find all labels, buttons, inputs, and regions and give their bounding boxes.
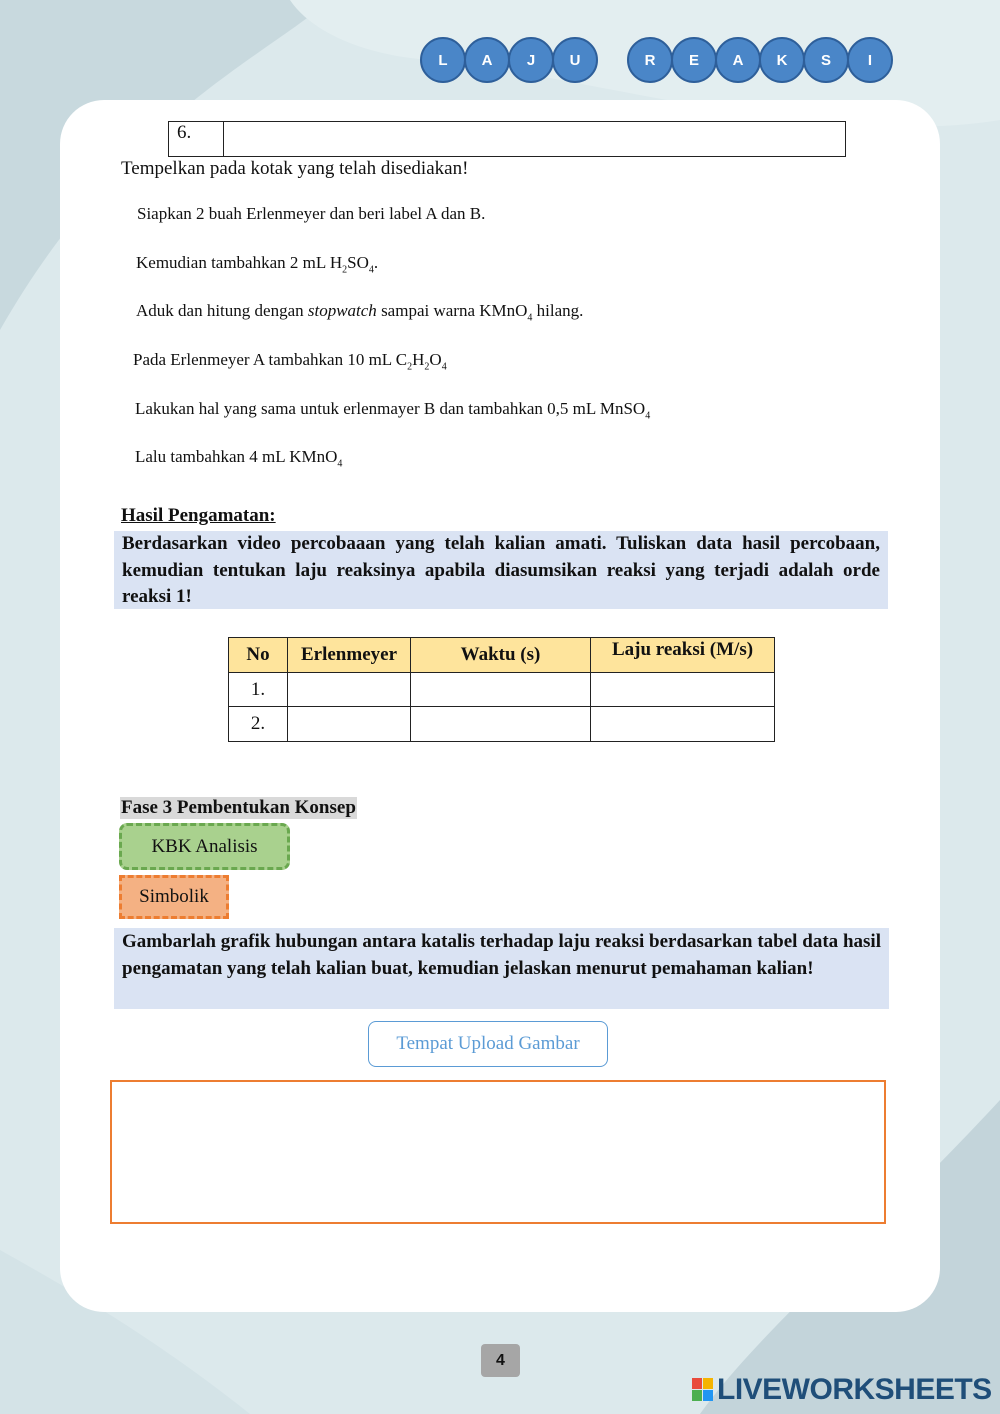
title-letter: L xyxy=(420,37,466,83)
page-number: 4 xyxy=(481,1344,520,1377)
table-header-no: No xyxy=(229,638,288,673)
title-letter: S xyxy=(803,37,849,83)
procedure-step[interactable]: Aduk dan hitung dengan stopwatch sampai warna KMnO$_4$ hilang. xyxy=(136,301,584,324)
top-table-number: 6. xyxy=(169,122,224,157)
table-input-waktu[interactable] xyxy=(411,673,591,707)
title-letter: R xyxy=(627,37,673,83)
table-input-laju[interactable] xyxy=(591,673,775,707)
table-row xyxy=(229,707,775,742)
table-row xyxy=(229,673,775,707)
instruction-text: Tempelkan pada kotak yang telah disediakan! xyxy=(121,158,469,179)
logo-text: LIVEWORKSHEETS xyxy=(717,1373,992,1406)
procedure-step[interactable]: Lakukan hal yang sama untuk erlenmayer B dan tambahkan 0,5 mL MnSO$_4$ xyxy=(135,399,651,422)
title-letter: A xyxy=(464,37,510,83)
image-upload-area[interactable] xyxy=(110,1080,886,1224)
hasil-prompt: Berdasarkan video percobaaan yang telah kalian amati. Tuliskan data hasil percobaan, kemudian tentukan laju reaksinya apabila diasumsikan reaksi yang terjadi adalah orde reaksi 1! xyxy=(114,531,888,609)
procedure-step[interactable]: Pada Erlenmeyer A tambahkan 10 mL $C_2H_2O_4$ xyxy=(133,350,447,373)
title-letter: A xyxy=(715,37,761,83)
upload-image-button[interactable]: Tempat Upload Gambar xyxy=(368,1021,608,1067)
table-input-erlenmeyer[interactable] xyxy=(288,707,411,742)
table-cell-no: 1. xyxy=(229,673,288,707)
simbolik-badge: Simbolik xyxy=(119,875,229,919)
title-letter: E xyxy=(671,37,717,83)
title-letter: I xyxy=(847,37,893,83)
observation-table xyxy=(228,637,775,742)
hasil-heading: Hasil Pengamatan: xyxy=(121,505,276,526)
liveworksheets-logo[interactable] xyxy=(692,1372,992,1408)
table-input-waktu[interactable] xyxy=(411,707,591,742)
table-header-waktu: Waktu (s) xyxy=(411,638,591,673)
fase-heading: Fase 3 Pembentukan Konsep xyxy=(121,797,356,818)
table-input-laju[interactable] xyxy=(591,707,775,742)
title-letter: U xyxy=(552,37,598,83)
title-letter: K xyxy=(759,37,805,83)
table-cell-no: 2. xyxy=(229,707,288,742)
table-header-erlenmeyer: Erlenmeyer xyxy=(288,638,411,673)
title-word-laju xyxy=(420,37,596,87)
title-word-reaksi xyxy=(627,37,891,87)
liveworksheets-logo-icon xyxy=(692,1378,714,1402)
procedure-step[interactable]: Kemudian tambahkan 2 mL $H_2SO_4$. xyxy=(136,253,379,276)
title-letter: J xyxy=(508,37,554,83)
kbk-analisis-badge: KBK Analisis xyxy=(119,823,290,870)
table-input-erlenmeyer[interactable] xyxy=(288,673,411,707)
top-table xyxy=(168,121,846,157)
procedure-step[interactable]: Lalu tambahkan 4 mL KMnO$_4$ xyxy=(135,447,343,470)
table-header-laju: Laju reaksi (M/s) xyxy=(591,638,775,673)
procedure-step[interactable]: Siapkan 2 buah Erlenmeyer dan beri label A dan B. xyxy=(137,204,486,223)
top-table-answer-cell[interactable] xyxy=(224,122,846,157)
fase-prompt: Gambarlah grafik hubungan antara katalis terhadap laju reaksi berdasarkan tabel data hasil pengamatan yang telah kalian buat, kemudian jelaskan menurut pemahaman kalian! xyxy=(114,928,889,1009)
